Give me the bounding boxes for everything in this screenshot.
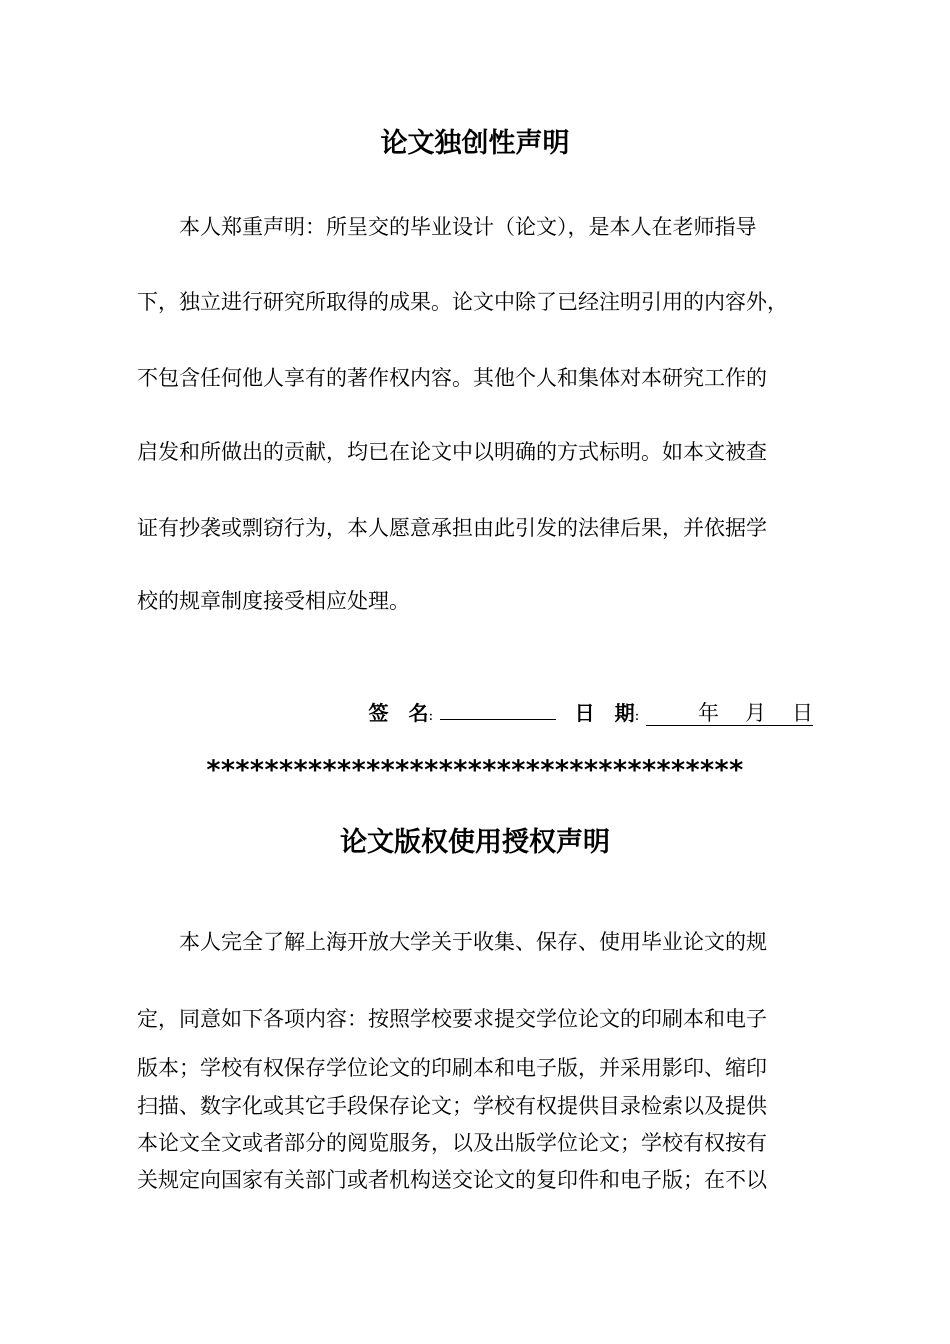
signature-date-label: 日 期 [574, 701, 635, 725]
copyright-line: 扫描、数字化或其它手段保存论文；学校有权提供目录检索以及提供 [137, 1094, 767, 1118]
declaration-line: 下，独立进行研究所取得的成果。论文中除了已经注明引用的内容外， [137, 290, 788, 314]
date-day-label: 日 [792, 701, 813, 725]
copyright-title: 论文版权使用授权声明 [340, 827, 610, 858]
signature-row [369, 697, 814, 729]
declaration-line: 不包含任何他人享有的著作权内容。其他个人和集体对本研究工作的 [137, 366, 767, 390]
signature-name-label: 签 名 [368, 701, 429, 725]
star-separator: ************************************* [206, 755, 744, 786]
date-year-label: 年 [698, 701, 719, 725]
date-month-label: 月 [745, 701, 766, 725]
copyright-line: 定，同意如下各项内容：按照学校要求提交学位论文的印刷本和电子 [137, 1007, 767, 1031]
copyright-line: 关规定向国家有关部门或者机构送交论文的复印件和电子版；在不以 [137, 1168, 767, 1192]
declaration-title: 论文独创性声明 [380, 128, 570, 159]
signature-name-blank [440, 697, 556, 720]
copyright-line: 本人完全了解上海开放大学关于收集、保存、使用毕业论文的规 [179, 930, 767, 954]
signature-name-colon: : [428, 708, 434, 724]
signature-date-blank [646, 701, 813, 726]
copyright-line: 版本；学校有权保存学位论文的印刷本和电子版，并采用影印、缩印 [137, 1056, 767, 1080]
copyright-line: 本论文全文或者部分的阅览服务，以及出版学位论文；学校有权按有 [137, 1131, 767, 1155]
declaration-line: 本人郑重声明：所呈交的毕业设计（论文），是本人在老师指导 [179, 215, 757, 239]
signature-date-colon: : [634, 708, 640, 724]
declaration-line: 证有抄袭或剽窃行为，本人愿意承担由此引发的法律后果，并依据学 [137, 516, 767, 540]
declaration-line: 校的规章制度接受相应处理。 [137, 589, 410, 613]
declaration-line: 启发和所做出的贡献，均已在论文中以明确的方式标明。如本文被查 [137, 440, 767, 464]
